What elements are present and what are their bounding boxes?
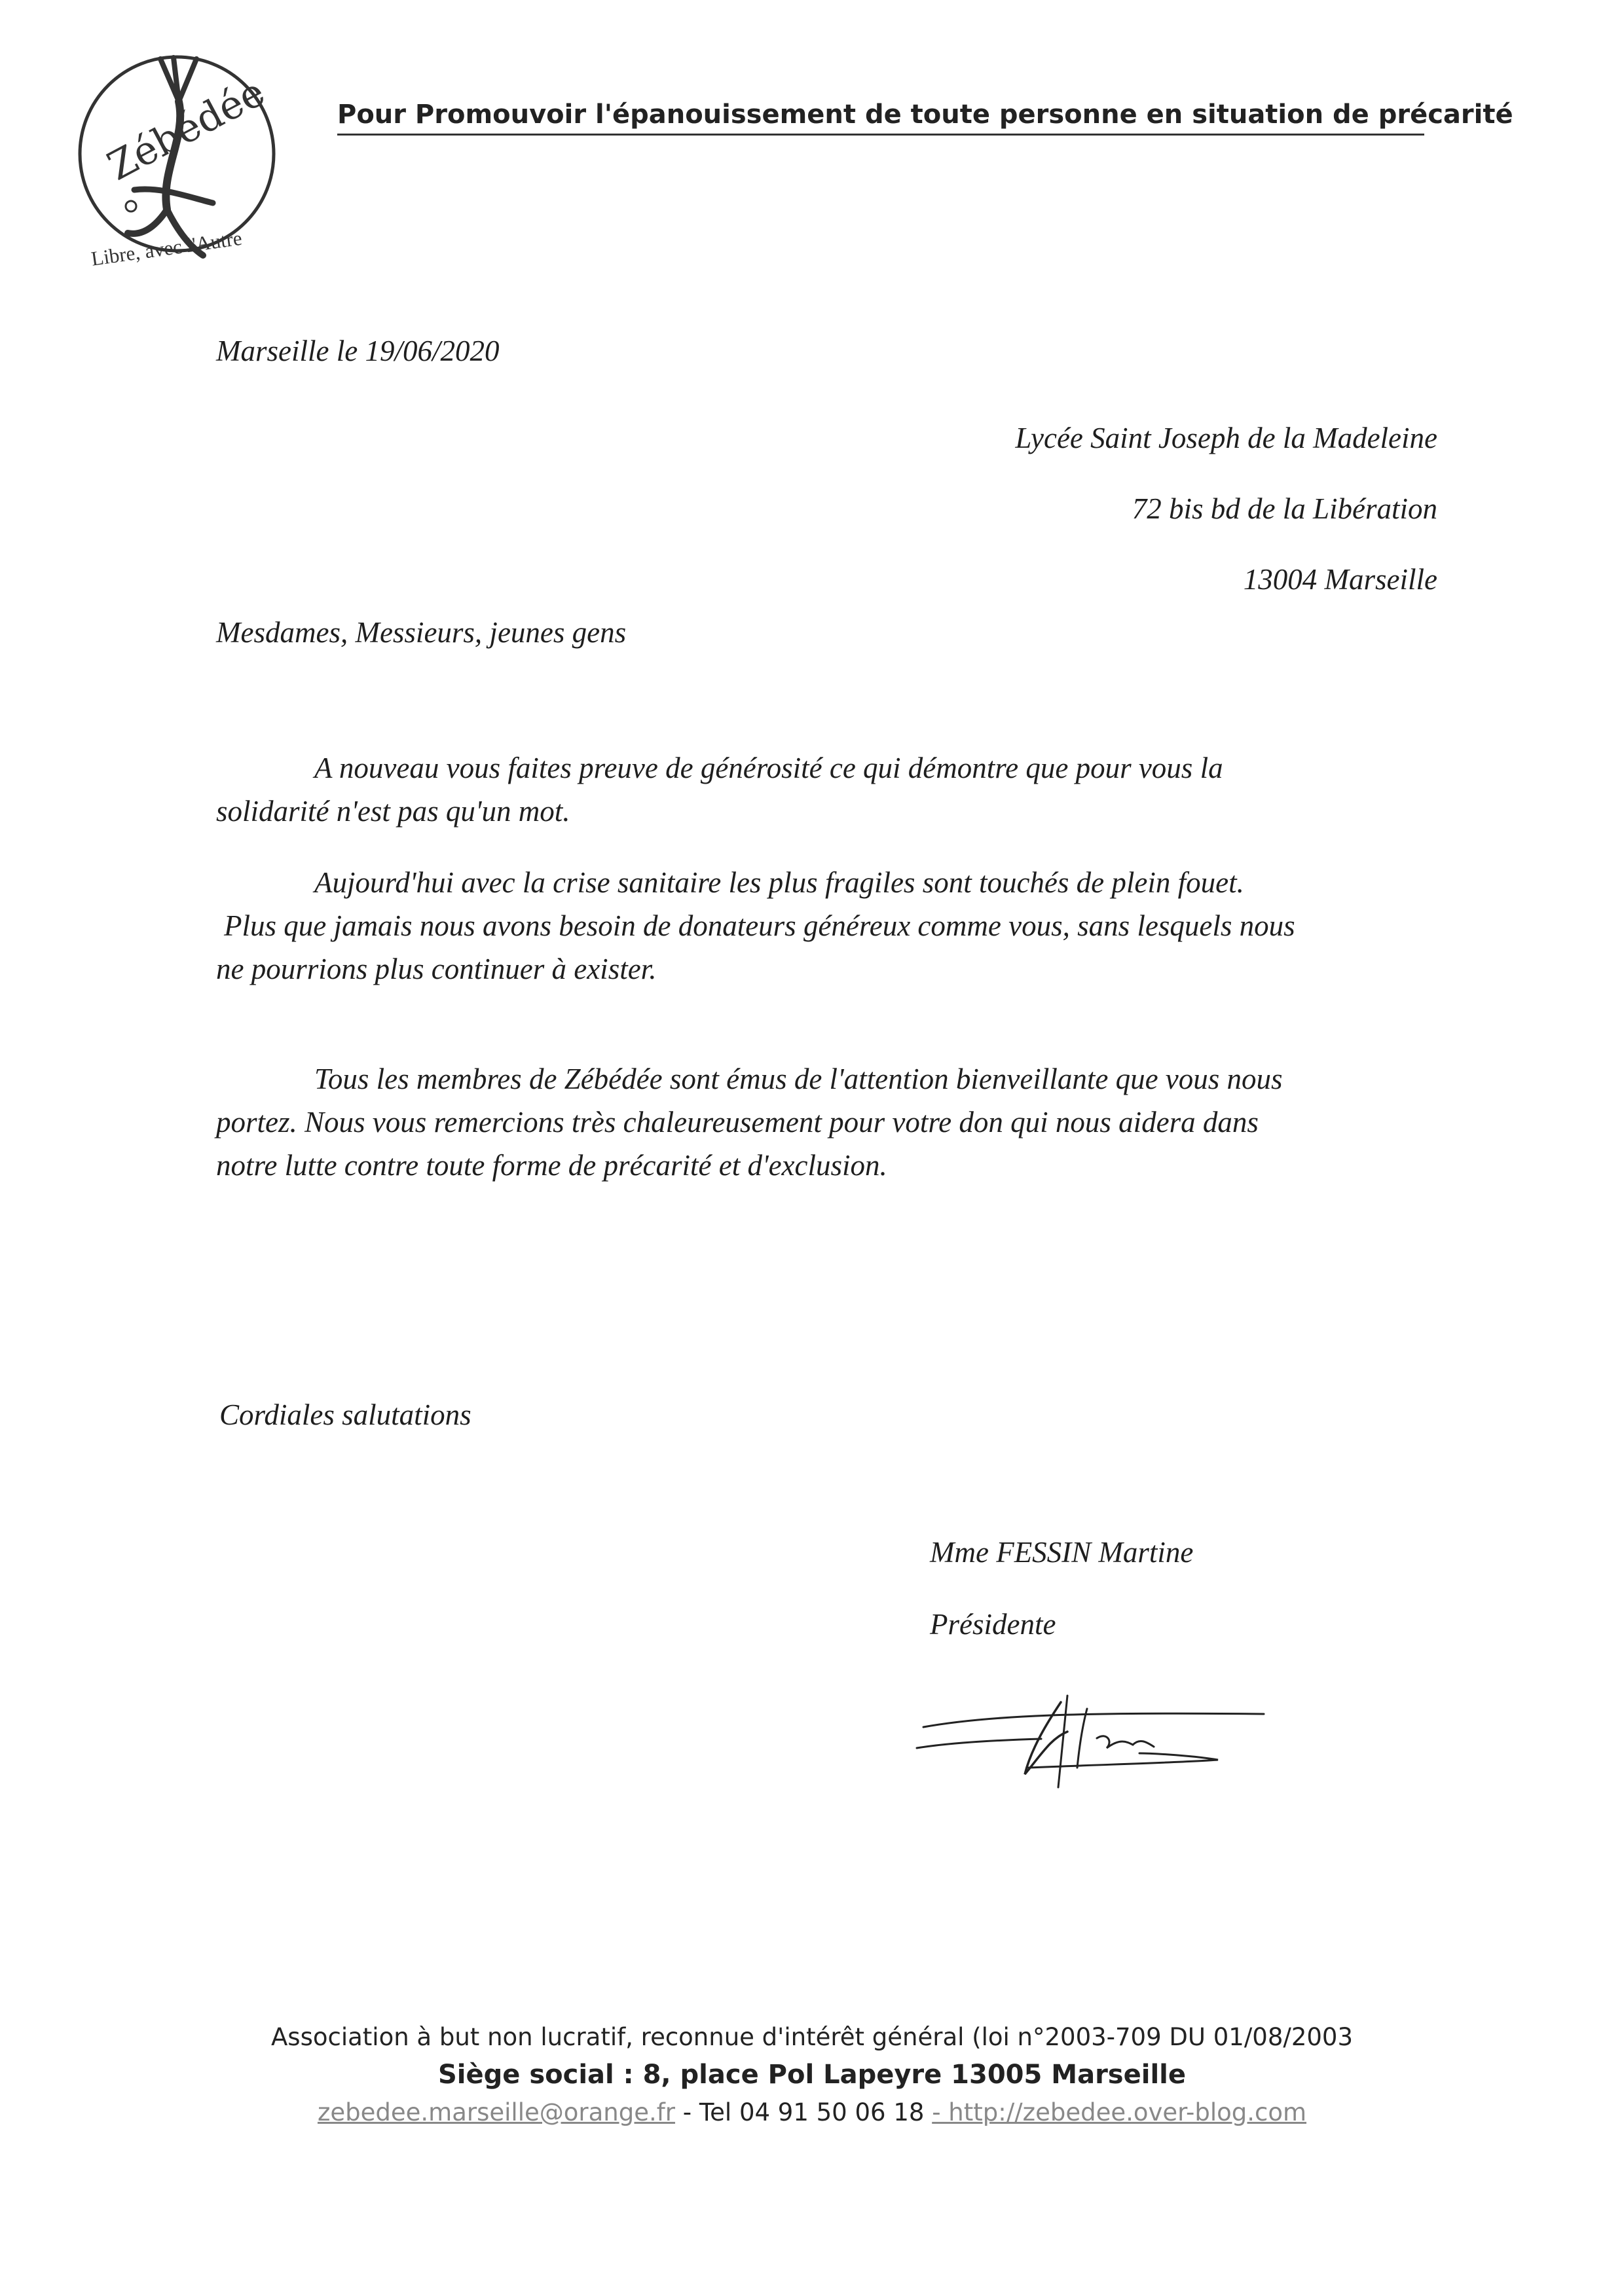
paragraph-line: Tous les membres de Zébédée sont émus de l'attention bienveillante que vous nous [314, 1063, 1283, 1095]
paragraph-line: A nouveau vous faites preuve de générosité ce qui démontre que pour vous la [314, 752, 1223, 784]
footer-status: Association à but non lucratif, reconnue d'intérêt général (loi n°2003-709 DU 01/08/2003 [271, 2023, 1353, 2051]
logo-motto: Libre, avec l'Autre [90, 226, 244, 270]
closing: Cordiales salutations [219, 1398, 471, 1431]
paragraph-line: notre lutte contre toute forme de précarité et d'exclusion. [216, 1149, 887, 1182]
footer-contact [0, 2098, 1624, 2126]
recipient-address [1015, 403, 1437, 615]
signer-title: Présidente [930, 1608, 1056, 1641]
phone-number: - Tel 04 91 50 06 18 [674, 2098, 932, 2126]
paragraph-2 [216, 861, 1447, 991]
paragraph-1 [216, 746, 1447, 833]
recipient-line: 13004 Marseille [1243, 563, 1437, 596]
recipient-line: 72 bis bd de la Libération [1132, 492, 1437, 525]
footer-address: Siège social : 8, place Pol Lapeyre 13005 Marseille [438, 2060, 1186, 2090]
association-logo [62, 39, 278, 295]
paragraph-line: Plus que jamais nous avons besoin de donateurs généreux comme vous, sans lesquels nous [224, 909, 1295, 942]
paragraph-line: portez. Nous vous remercions très chaleureusement pour votre don qui nous aidera dans [216, 1106, 1259, 1139]
paragraph-3 [216, 1057, 1447, 1187]
paragraph-line: ne pourrions plus continuer à exister. [216, 953, 657, 985]
paragraph-line: solidarité n'est pas qu'un mot. [216, 795, 570, 828]
handwritten-signature [910, 1676, 1277, 1794]
website-link[interactable]: - http://zebedee.over-blog.com [932, 2098, 1307, 2126]
signature-icon [910, 1676, 1277, 1794]
logo-name: Zébédée [100, 69, 272, 190]
salutation: Mesdames, Messieurs, jeunes gens [216, 616, 627, 649]
email-link[interactable]: zebedee.marseille@orange.fr [317, 2098, 675, 2126]
header-tagline: Pour Promouvoir l'épanouissement de toute personne en situation de précarité [337, 100, 1424, 136]
recipient-line: Lycée Saint Joseph de la Madeleine [1015, 422, 1437, 454]
paragraph-line: Aujourd'hui avec la crise sanitaire les plus fragiles sont touchés de plein fouet. [314, 866, 1244, 899]
signer-name: Mme FESSIN Martine [930, 1536, 1194, 1569]
letter-date: Marseille le 19/06/2020 [216, 335, 500, 367]
